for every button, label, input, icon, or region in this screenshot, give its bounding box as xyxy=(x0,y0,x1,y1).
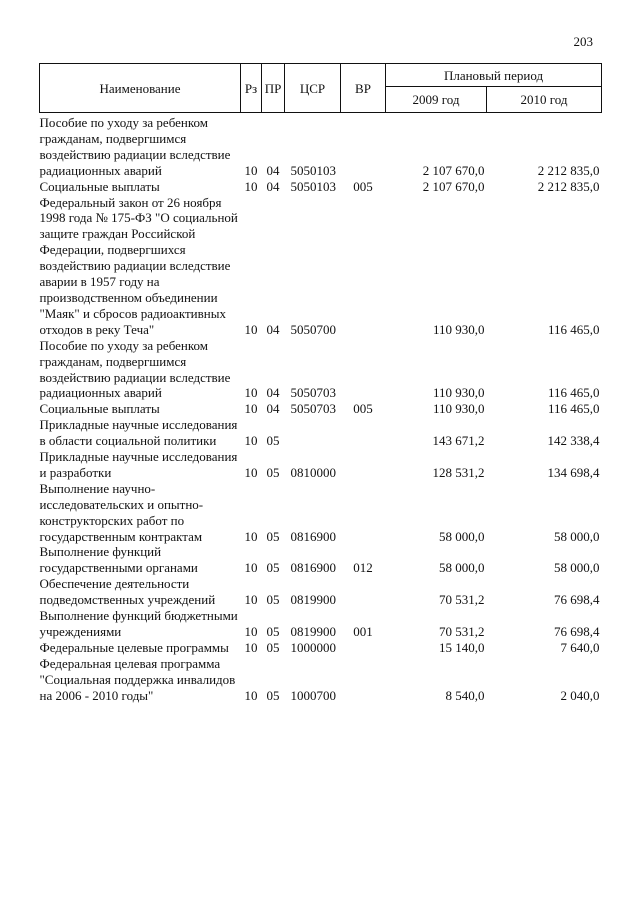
row-name: Прикладные научные исследования и разработки xyxy=(39,449,238,480)
table-row xyxy=(40,640,602,656)
row-pr: 04 xyxy=(266,178,280,194)
row-vr xyxy=(341,576,386,608)
row-vr xyxy=(341,481,386,545)
row-vr xyxy=(341,449,386,481)
row-rz: 10 xyxy=(244,401,258,417)
row-pr: 04 xyxy=(266,401,280,417)
row-rz: 10 xyxy=(244,385,258,401)
table-row xyxy=(40,338,602,402)
row-pr: 05 xyxy=(266,433,280,449)
row-csr xyxy=(285,417,341,449)
table-row xyxy=(40,481,602,545)
row-csr: 0816900 xyxy=(290,528,336,544)
row-csr: 5050103 xyxy=(290,178,336,194)
row-name: Федеральные целевые программы xyxy=(39,639,229,655)
row-value-2010: 7 640,0 xyxy=(560,639,600,655)
row-vr: 001 xyxy=(353,624,373,639)
row-rz: 10 xyxy=(244,560,258,576)
table-row xyxy=(40,656,602,704)
row-pr: 05 xyxy=(266,528,280,544)
row-rz: 10 xyxy=(244,639,258,655)
row-name: Обеспечение деятельности подведомственных учреждений xyxy=(39,576,216,608)
row-pr: 05 xyxy=(266,624,280,639)
header-year-2009: 2009 год xyxy=(386,87,487,113)
row-value-2009: 8 540,0 xyxy=(445,687,485,703)
row-name: Выполнение научно-исследовательских и опытно-конструкторских работ по государственным контрактам xyxy=(39,480,204,544)
row-pr: 05 xyxy=(266,639,280,655)
row-name: Выполнение функций государственными органами xyxy=(39,544,198,576)
header-planned-period: Плановый период xyxy=(386,64,602,87)
row-csr: 5050700 xyxy=(290,321,336,337)
header-rz: Рз xyxy=(241,64,262,113)
header-csr: ЦСР xyxy=(285,64,341,113)
row-csr: 0819900 xyxy=(290,624,336,639)
row-value-2009: 70 531,2 xyxy=(439,592,485,608)
row-value-2010: 116 465,0 xyxy=(547,385,600,401)
table-row xyxy=(40,608,602,640)
row-name: Выполнение функций бюджетными учреждениями xyxy=(39,608,238,639)
row-value-2010: 2 040,0 xyxy=(560,687,600,703)
row-vr xyxy=(341,640,386,656)
row-pr: 04 xyxy=(266,162,280,178)
row-vr: 005 xyxy=(353,178,373,194)
page-number: 203 xyxy=(573,34,593,49)
row-name: Прикладные научные исследования в области социальной политики xyxy=(39,417,238,449)
table-body xyxy=(40,113,602,704)
row-value-2009: 15 140,0 xyxy=(439,639,485,655)
row-value-2009: 110 930,0 xyxy=(432,401,485,417)
row-name: Федеральная целевая программа "Социальная поддержка инвалидов на 2006 - 2010 годы" xyxy=(39,655,236,703)
row-value-2009: 70 531,2 xyxy=(439,624,485,639)
row-value-2010: 2 212 835,0 xyxy=(537,178,600,194)
table-row xyxy=(40,544,602,576)
row-csr: 0810000 xyxy=(290,464,336,480)
row-csr: 5050703 xyxy=(290,385,336,401)
header-year-2010: 2010 год xyxy=(487,87,602,113)
row-pr: 05 xyxy=(266,592,280,608)
row-pr: 05 xyxy=(266,464,280,480)
row-pr: 04 xyxy=(266,385,280,401)
table-row xyxy=(40,449,602,481)
table-row xyxy=(40,113,602,179)
row-name: Пособие по уходу за ребенком гражданам, подвергшимся воздействию радиации вследствие радиационных аварий xyxy=(39,115,231,178)
row-value-2010: 58 000,0 xyxy=(554,528,600,544)
row-value-2010: 134 698,4 xyxy=(547,464,600,480)
row-value-2010: 116 465,0 xyxy=(547,401,600,417)
row-value-2010: 76 698,4 xyxy=(554,624,600,639)
row-csr: 1000700 xyxy=(290,687,336,703)
row-vr xyxy=(341,338,386,402)
row-name: Пособие по уходу за ребенком гражданам, подвергшимся воздействию радиации вследствие радиационных аварий xyxy=(39,337,231,401)
row-pr: 04 xyxy=(266,321,280,337)
row-vr xyxy=(341,656,386,704)
row-rz: 10 xyxy=(244,433,258,449)
table-row xyxy=(40,401,602,417)
table-row xyxy=(40,576,602,608)
row-value-2010: 2 212 835,0 xyxy=(537,162,600,178)
row-name: Федеральный закон от 26 ноября 1998 года № 175-ФЗ "О социальной защите граждан Российской Федерации, подвергшихся воздействию радиации вследствие аварии в 1957 году на производственном объединении "Маяк" и сбросов радиоактивных отходов в реку Теча" xyxy=(39,194,238,337)
row-csr: 5050103 xyxy=(290,162,336,178)
row-csr: 5050703 xyxy=(290,401,336,417)
table-row xyxy=(40,179,602,195)
header-pr: ПР xyxy=(262,64,285,113)
row-vr xyxy=(341,417,386,449)
row-csr: 0819900 xyxy=(290,592,336,608)
row-pr: 05 xyxy=(266,687,280,703)
row-value-2010: 142 338,4 xyxy=(547,433,600,449)
row-pr: 05 xyxy=(266,560,280,576)
row-value-2010: 58 000,0 xyxy=(554,560,600,576)
row-value-2009: 58 000,0 xyxy=(439,560,485,576)
row-value-2010: 116 465,0 xyxy=(547,321,600,337)
row-value-2009: 110 930,0 xyxy=(432,321,485,337)
row-csr: 0816900 xyxy=(290,560,336,576)
table-header xyxy=(40,64,602,113)
row-vr: 012 xyxy=(353,560,373,576)
row-vr: 005 xyxy=(353,401,373,417)
row-rz: 10 xyxy=(244,464,258,480)
table-row xyxy=(40,195,602,338)
row-rz: 10 xyxy=(244,687,258,703)
row-vr xyxy=(341,195,386,338)
row-rz: 10 xyxy=(244,528,258,544)
row-value-2009: 143 671,2 xyxy=(432,433,485,449)
row-rz: 10 xyxy=(244,624,258,639)
budget-table xyxy=(39,63,602,704)
row-name: Социальные выплаты xyxy=(39,401,160,417)
row-vr xyxy=(341,113,386,179)
row-csr: 1000000 xyxy=(290,639,336,655)
row-value-2010: 76 698,4 xyxy=(554,592,600,608)
row-value-2009: 110 930,0 xyxy=(432,385,485,401)
header-vr: ВР xyxy=(341,64,386,113)
row-rz: 10 xyxy=(244,321,258,337)
row-value-2009: 58 000,0 xyxy=(439,528,485,544)
row-value-2009: 2 107 670,0 xyxy=(422,178,485,194)
row-rz: 10 xyxy=(244,592,258,608)
table-row xyxy=(40,417,602,449)
row-value-2009: 2 107 670,0 xyxy=(422,162,485,178)
row-rz: 10 xyxy=(244,162,258,178)
row-value-2009: 128 531,2 xyxy=(432,464,485,480)
header-name: Наименование xyxy=(40,64,241,113)
row-name: Социальные выплаты xyxy=(39,178,160,194)
row-rz: 10 xyxy=(244,178,258,194)
